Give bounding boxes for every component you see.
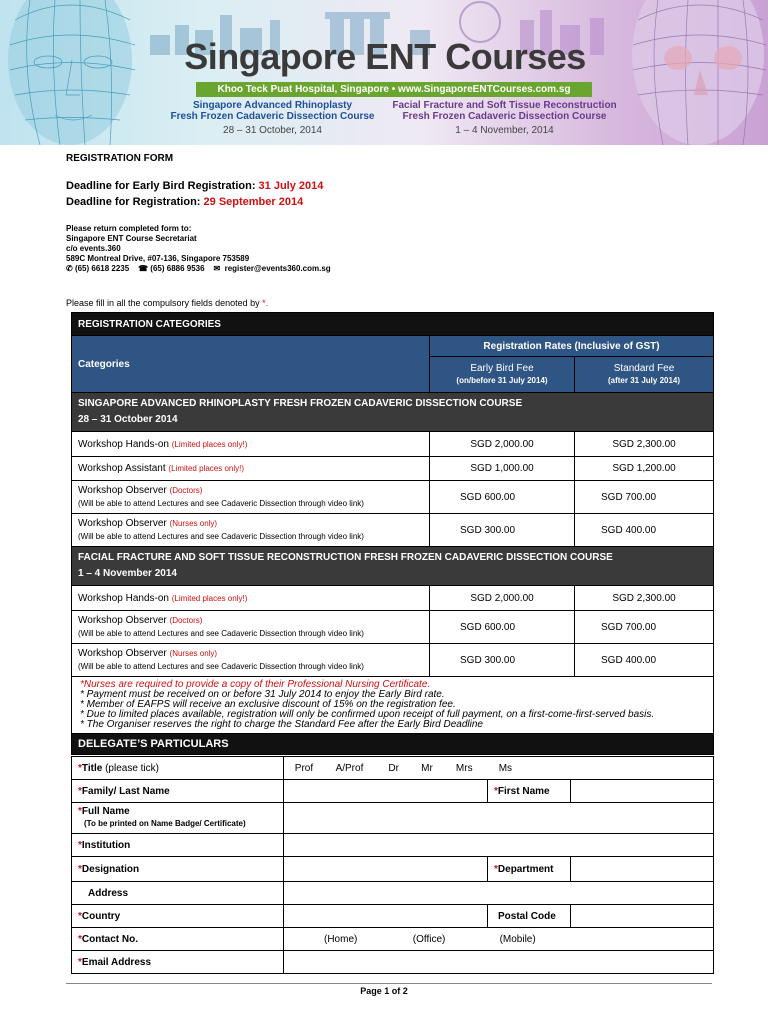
registration-deadline xyxy=(66,196,303,208)
category-note: (Doctors) xyxy=(169,616,203,625)
section1-title: SINGAPORE ADVANCED RHINOPLASTY FRESH FROZEN CADAVERIC DISSECTION COURSE xyxy=(78,398,523,409)
required-star: * xyxy=(78,839,82,851)
title-option-dr[interactable]: Dr xyxy=(388,762,399,774)
required-star: * xyxy=(78,910,82,922)
category-sub: (Will be able to attend Lectures and see Cadaveric Dissection through video link) xyxy=(78,629,364,638)
family-name-label-cell xyxy=(72,780,284,803)
contact-label: Contact No. xyxy=(81,933,139,945)
table-row xyxy=(72,514,714,547)
required-star: * xyxy=(78,933,82,945)
required-star: * xyxy=(494,785,498,797)
contact-label-cell xyxy=(72,928,284,951)
compulsory-text: Please fill in all the compulsory fields denoted by xyxy=(66,298,263,308)
section2-header xyxy=(72,547,714,586)
category-cell xyxy=(72,457,430,481)
table-row xyxy=(72,611,714,644)
contact-mobile-label: (Mobile) xyxy=(499,933,536,945)
category-name: Workshop Observer xyxy=(78,518,167,529)
notes-row xyxy=(72,677,714,734)
category-name: Workshop Hands-on xyxy=(78,438,169,450)
phone-icon: ✆ xyxy=(66,264,73,273)
note-line: * Due to limited places available, registration will only be confirmed upon receipt of full payment, on a first-come-first-served basis. xyxy=(80,709,655,720)
title-option-aprof[interactable]: A/Prof xyxy=(335,762,364,774)
registration-categories-table xyxy=(71,312,714,755)
email-label: Email Address xyxy=(81,956,152,968)
page-number: Page 1 of 2 xyxy=(360,986,408,996)
family-name-field[interactable] xyxy=(284,780,488,803)
note-line: * The Organiser reserves the right to charge the Standard Fee after the Early Bird Deadline xyxy=(80,719,483,730)
note-line: * Member of EAFPS will receive an exclusive discount of 15% on the registration fee. xyxy=(80,699,456,710)
category-name: Workshop Assistant xyxy=(78,463,166,474)
banner-venue-strip: Khoo Teck Puat Hospital, Singapore • www.SingaporeENTCourses.com.sg xyxy=(196,82,592,97)
title-hint: (please tick) xyxy=(105,762,159,774)
title-options xyxy=(284,757,714,780)
early-bird-header xyxy=(430,357,575,393)
contact-line xyxy=(66,264,331,274)
designation-row xyxy=(72,857,714,882)
country-label-cell xyxy=(72,905,284,928)
category-cell xyxy=(72,586,430,611)
required-star: * xyxy=(78,956,82,968)
standard-price: SGD 400.00 xyxy=(575,514,714,547)
early-bird-date: 31 July 2014 xyxy=(258,180,324,192)
standard-price: SGD 2,300.00 xyxy=(575,432,714,457)
full-name-hint: (To be printed on Name Badge/ Certificate) xyxy=(84,819,246,828)
section2-date: 1 – 4 November 2014 xyxy=(78,568,177,579)
table-row xyxy=(72,481,714,514)
early-bird-price: SGD 300.00 xyxy=(430,514,575,547)
title-option-mrs[interactable]: Mrs xyxy=(455,762,473,774)
notes-cell xyxy=(72,677,714,734)
designation-label-cell xyxy=(72,857,284,882)
full-name-label-cell xyxy=(72,803,284,834)
section2-header-row xyxy=(72,547,714,586)
category-cell xyxy=(72,432,430,457)
table-row xyxy=(72,644,714,677)
email-label-cell xyxy=(72,951,284,974)
skull-wireframe-right-image xyxy=(618,0,768,145)
early-bird-price: SGD 2,000.00 xyxy=(430,432,575,457)
return-line: Please return completed form to: xyxy=(66,224,192,233)
department-field[interactable] xyxy=(571,857,714,882)
delegate-header: DELEGATE’S PARTICULARS xyxy=(72,734,714,755)
early-bird-price: SGD 2,000.00 xyxy=(430,586,575,611)
categories-header: Categories xyxy=(72,336,430,393)
banner-course2-date: 1 – 4 November, 2014 xyxy=(455,125,554,136)
table-row xyxy=(72,457,714,481)
banner-course1-line1: Singapore Advanced Rhinoplasty xyxy=(192,100,353,111)
first-name-field[interactable] xyxy=(571,780,714,803)
banner-course2 xyxy=(392,100,617,136)
return-address xyxy=(66,224,331,274)
section2-title: FACIAL FRACTURE AND SOFT TISSUE RECONSTRUCTION FRESH FROZEN CADAVERIC DISSECTION COURSE xyxy=(78,552,613,563)
title-label: Title xyxy=(81,762,103,774)
standard-price: SGD 2,300.00 xyxy=(575,586,714,611)
standard-fee-sub: (after 31 July 2014) xyxy=(607,375,681,385)
contact-office-label: (Office) xyxy=(412,933,446,945)
table-row xyxy=(72,432,714,457)
category-sub: (Will be able to attend Lectures and see Cadaveric Dissection through video link) xyxy=(78,532,364,541)
required-star: * xyxy=(78,863,82,875)
postal-code-field[interactable] xyxy=(571,905,714,928)
category-name: Workshop Observer xyxy=(78,615,167,626)
banner-course2-line1: Facial Fracture and Soft Tissue Reconstruction xyxy=(392,100,617,111)
early-bird-price: SGD 1,000.00 xyxy=(430,457,575,481)
first-name-label: First Name xyxy=(497,785,550,797)
banner-course2-line2: Fresh Frozen Cadaveric Dissection Course xyxy=(402,111,607,122)
standard-header xyxy=(575,357,714,393)
category-note: (Nurses only) xyxy=(169,649,218,658)
required-star: * xyxy=(494,863,498,875)
section1-header xyxy=(72,393,714,432)
email-row xyxy=(72,951,714,974)
category-sub: (Will be able to attend Lectures and see Cadaveric Dissection through video link) xyxy=(78,499,364,508)
title-row xyxy=(72,757,714,780)
banner-course1-date: 28 – 31 October, 2014 xyxy=(223,125,322,136)
category-note: (Limited places only!) xyxy=(171,593,248,603)
required-star: * xyxy=(78,806,82,817)
institution-field[interactable] xyxy=(284,834,714,857)
full-name-label: Full Name xyxy=(81,806,130,817)
address-field[interactable] xyxy=(284,882,714,905)
delegate-particulars-table xyxy=(71,756,714,974)
country-label: Country xyxy=(81,910,121,922)
title-label-cell xyxy=(72,757,284,780)
category-cell xyxy=(72,481,430,514)
compulsory-star: *. xyxy=(262,298,269,308)
email-icon: ✉ xyxy=(213,264,221,273)
early-bird-fee-label: Early Bird Fee xyxy=(470,362,534,374)
category-note: (Limited places only!) xyxy=(168,464,245,473)
table-header-row xyxy=(72,313,714,336)
standard-price: SGD 700.00 xyxy=(575,481,714,514)
face-wireframe-left-image xyxy=(0,0,150,145)
early-bird-price: SGD 600.00 xyxy=(430,611,575,644)
early-bird-price: SGD 300.00 xyxy=(430,644,575,677)
department-label-cell xyxy=(488,857,571,882)
return-line: c/o events.360 xyxy=(66,244,121,253)
footer-divider xyxy=(66,983,712,984)
institution-row xyxy=(72,834,714,857)
table-row xyxy=(72,586,714,611)
header-banner xyxy=(0,0,768,145)
registration-categories-header: REGISTRATION CATEGORIES xyxy=(72,313,714,336)
phone-number: (65) 6618 2235 xyxy=(74,264,130,273)
fax-number: (65) 6886 9536 xyxy=(150,264,205,273)
family-name-label: Family/ Last Name xyxy=(81,785,170,797)
contact-field[interactable] xyxy=(284,928,714,951)
early-bird-price: SGD 600.00 xyxy=(430,481,575,514)
category-cell xyxy=(72,611,430,644)
country-field[interactable] xyxy=(284,905,488,928)
full-name-field[interactable] xyxy=(284,803,714,834)
early-bird-label: Deadline for Early Bird Registration: xyxy=(66,180,259,192)
early-bird-fee-sub: (on/before 31 July 2014) xyxy=(456,375,548,385)
banner-course1-line2: Fresh Frozen Cadaveric Dissection Course xyxy=(170,111,375,122)
contact-row xyxy=(72,928,714,951)
standard-price: SGD 700.00 xyxy=(575,611,714,644)
address-label: Address xyxy=(72,882,284,905)
first-name-label-cell xyxy=(488,780,571,803)
title-option-mr[interactable]: Mr xyxy=(421,762,433,774)
standard-price: SGD 400.00 xyxy=(575,644,714,677)
banner-title: Singapore ENT Courses xyxy=(184,36,586,77)
required-star: * xyxy=(78,762,82,774)
country-row xyxy=(72,905,714,928)
title-option-prof[interactable]: Prof xyxy=(294,762,314,774)
full-name-row xyxy=(72,803,714,834)
title-option-ms[interactable]: Ms xyxy=(498,762,513,774)
early-bird-deadline xyxy=(66,180,323,192)
fax-icon: ☎ xyxy=(138,264,149,273)
email-field[interactable] xyxy=(284,951,714,974)
registration-date: 29 September 2014 xyxy=(203,196,304,208)
email-address: register@events360.com.sg xyxy=(224,264,331,273)
note-line: *Nurses are required to provide a copy of their Professional Nursing Certificate. xyxy=(80,679,431,690)
note-line: * Payment must be received on or before 31 July 2014 to enjoy the Early Bird rate. xyxy=(80,689,445,700)
institution-label-cell xyxy=(72,834,284,857)
standard-fee-label: Standard Fee xyxy=(613,362,675,374)
name-row xyxy=(72,780,714,803)
category-name: Workshop Hands-on xyxy=(78,592,169,604)
category-cell xyxy=(72,644,430,677)
return-line: Singapore ENT Course Secretariat xyxy=(66,234,197,243)
rates-header-row xyxy=(72,336,714,357)
compulsory-note xyxy=(66,298,268,308)
required-star: * xyxy=(78,785,82,797)
contact-home-label: (Home) xyxy=(324,933,358,945)
category-note: (Doctors) xyxy=(169,486,203,495)
rates-header: Registration Rates (Inclusive of GST) xyxy=(430,336,714,357)
section1-date: 28 – 31 October 2014 xyxy=(78,414,178,425)
postal-code-label: Postal Code xyxy=(488,905,571,928)
department-label: Department xyxy=(497,863,554,875)
return-line: 589C Montreal Drive, #07-136, Singapore 753589 xyxy=(66,254,250,263)
designation-field[interactable] xyxy=(284,857,488,882)
registration-label: Deadline for Registration: xyxy=(66,196,204,208)
banner-course1 xyxy=(160,100,385,136)
delegate-header-row xyxy=(72,734,714,755)
category-note: (Limited places only!) xyxy=(171,439,248,449)
address-row xyxy=(72,882,714,905)
standard-price: SGD 1,200.00 xyxy=(575,457,714,481)
category-name: Workshop Observer xyxy=(78,485,167,496)
form-title: REGISTRATION FORM xyxy=(66,153,174,164)
designation-label: Designation xyxy=(81,863,140,875)
category-sub: (Will be able to attend Lectures and see Cadaveric Dissection through video link) xyxy=(78,662,364,671)
category-note: (Nurses only) xyxy=(169,519,218,528)
category-name: Workshop Observer xyxy=(78,648,167,659)
category-cell xyxy=(72,514,430,547)
institution-label: Institution xyxy=(81,839,131,851)
section1-header-row xyxy=(72,393,714,432)
